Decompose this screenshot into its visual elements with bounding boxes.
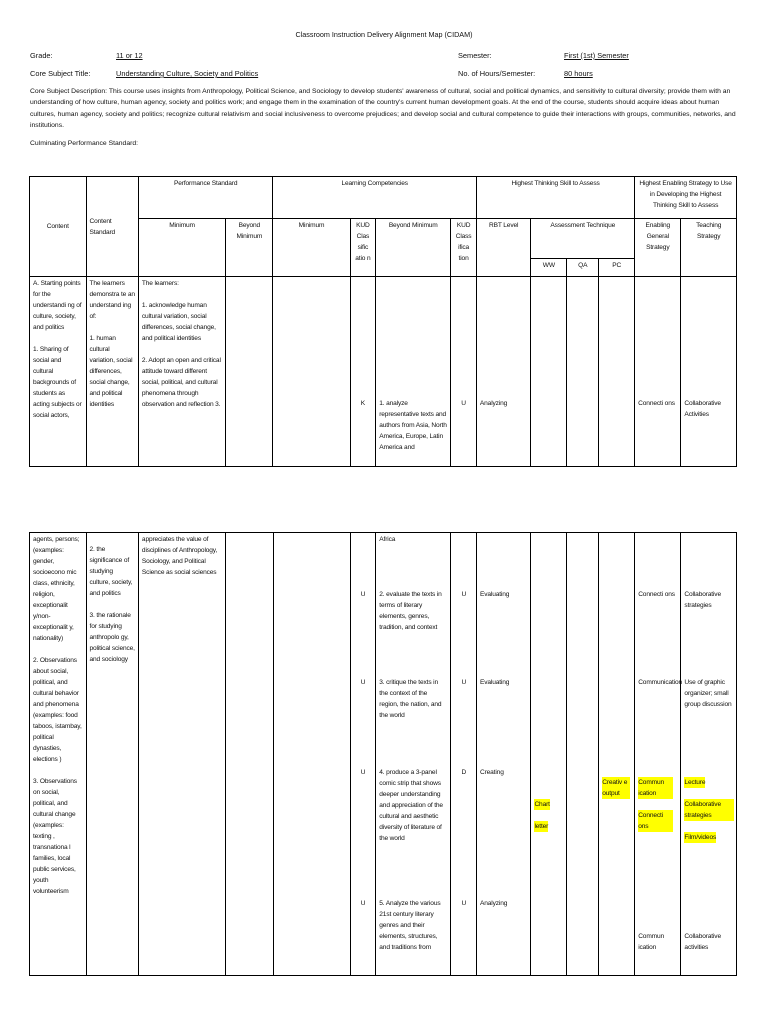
qa-cell	[567, 277, 599, 467]
header-performance-standard: Performance Standard	[138, 177, 273, 219]
lc-row2: 2. evaluate the texts in terms of literary elements, genres, tradition, and context	[379, 591, 442, 631]
lc-minimum-cell-continued	[273, 533, 350, 976]
header-pc: PC	[599, 259, 635, 277]
performance-minimum-cell-continued: appreciates the value of disciplines of Anthropology, Sociology, and Political Science as social sciences	[138, 533, 225, 976]
ww-cell	[531, 277, 567, 467]
header-kud-classification-2: KUD Class ifica tion	[451, 219, 477, 277]
enabling-row4-connections: Connecti ons	[638, 810, 673, 832]
culminating-standard-label: Culminating Performance Standard:	[30, 140, 139, 147]
kud-row5: U	[360, 900, 366, 907]
lc-row5: 5. Analyze the various 21st century literary genres and their elements, structures, and traditions from	[379, 900, 441, 951]
kud-row3: U	[360, 679, 366, 686]
header-lc-minimum: Minimum	[273, 219, 350, 277]
pc-creative-output: Creativ e output	[602, 777, 630, 799]
grade-label: Grade:	[30, 51, 53, 60]
rbt-row4: Creating	[479, 769, 504, 776]
ww-column	[531, 533, 567, 976]
header-lc-beyond-minimum: Beyond Minimum	[376, 219, 451, 277]
header-highest-thinking-skill: Highest Thinking Skill to Assess	[476, 177, 634, 219]
header-kud-classification: KUD Clas sific atio n	[350, 219, 376, 277]
course-description: Core Subject Description: This course uses insights from Anthropology, Political Science, and Sociology to develop students' awareness of cultural, social and political dynamics, and sensitivity to cultural diversity; provide them with an understanding of how culture, human agency, society and politics work; and engage them in the examination of the country's current human development goals. At the end of the course, students should acquire ideas about human cultures, human agency, society and politics; recognize cultural relativism and social inclusiveness to overcome prejudices; and develop social and cultural competence to guide their interactions with groups, communities, networks, and institutions.	[30, 88, 736, 129]
header-teaching-strategy: Teaching Strategy	[681, 219, 737, 277]
header-ps-beyond-minimum: Beyond Minimum	[226, 219, 273, 277]
kud-column	[350, 533, 376, 976]
lc-minimum-cell	[273, 277, 350, 467]
content-cell-continued: agents, persons; (examples: gender, socioecono mic class, ethnicity, religion, exceptionalit y/non-exceptionalit y, nationality) 2. Observations about social, political, and cultural behavior and phenomena (examples: food taboos, istambay, political dynasties, elections ) 3. Observations on social, political, and cultural change (examples: texting , transnationa l families, local public services, youth volunteerism	[30, 533, 87, 976]
kud-row4: U	[360, 769, 366, 776]
content-standard-cell: The learners demonstra te an understand ing of: 1. human cultural variation, social differences, social change, and political identities	[86, 277, 138, 467]
header-learning-competencies: Learning Competencies	[273, 177, 476, 219]
kud2-row4: D	[461, 769, 467, 776]
rbt-cell: Analyzing	[476, 277, 530, 467]
teaching-row4-film: Film/videos	[684, 834, 717, 841]
lc-africa: Africa	[379, 536, 396, 543]
rbt-row5: Analyzing	[479, 900, 508, 907]
enabling-row3: Communication	[638, 679, 683, 686]
teaching-cell: Collaborative Activities	[681, 277, 737, 467]
lc-row3: 3. critique the texts in the context of the region, the nation, and the world	[379, 679, 442, 719]
rbt-row2: Evaluating	[479, 591, 510, 598]
teaching-row3: Use of graphic organizer; small group discussion	[684, 679, 732, 708]
subject-value: Understanding Culture, Society and Politics	[116, 69, 259, 78]
kud-cell: K	[350, 277, 376, 467]
header-rbt-level: RBT Level	[476, 219, 530, 277]
performance-minimum-cell: The learners: 1. acknowledge human cultural variation, social differences, social change, and political identities 2. Adopt an open and critical attitude toward different social, political, and cultural phenomena through observation and reflection 3.	[138, 277, 225, 467]
subject-label: Core Subject Title:	[30, 69, 91, 78]
hours-label: No. of Hours/Semester:	[458, 69, 536, 78]
performance-beyond-cell	[226, 277, 273, 467]
teaching-row2: Collaborative strategies	[684, 591, 721, 609]
content-standard-cell-continued: 2. the significance of studying culture, society, and politics 3. the rationale for studying anthropolo gy, political science, and sociology	[86, 533, 138, 976]
teaching-row5: Collaborative activities	[684, 933, 721, 951]
rbt-row3: Evaluating	[479, 679, 510, 686]
kud-row2: U	[360, 591, 366, 598]
header-qa: QA	[567, 259, 599, 277]
lc-beyond-column	[376, 533, 451, 976]
header-enabling-general-strategy: Enabling General Strategy	[635, 219, 681, 277]
ww-chart: Chart	[534, 801, 550, 808]
semester-label: Semester:	[458, 51, 492, 60]
kud2-row5: U	[461, 900, 467, 907]
cidam-table-page1	[29, 176, 737, 467]
teaching-row4-lecture: Lecture	[684, 779, 706, 786]
enabling-row2: Connecti ons	[638, 591, 675, 598]
kud2-cell: U	[451, 277, 477, 467]
semester-value: First (1st) Semester	[564, 51, 629, 60]
document-title: Classroom Instruction Delivery Alignment Map (CIDAM)	[295, 30, 473, 39]
enabling-row5: Commun ication	[638, 933, 665, 951]
header-highest-enabling-strategy: Highest Enabling Strategy to Use in Developing the Highest Thinking Skill to Assess	[635, 177, 737, 219]
kud2-column	[451, 533, 477, 976]
performance-beyond-cell-continued	[226, 533, 273, 976]
content-cell: A. Starting points for the understandi ng of culture, society, and politics 1. Sharing of social and cultural backgrounds of students as acting subjects or social actors,	[30, 277, 87, 467]
pc-cell	[599, 277, 635, 467]
header-ww: WW	[531, 259, 567, 277]
header-assessment-technique: Assessment Technique	[531, 219, 635, 259]
cidam-table-page2	[29, 532, 737, 976]
grade-value: 11 or 12	[116, 51, 143, 60]
teaching-column	[681, 533, 737, 976]
teaching-row4-collaborative: Collaborative strategies	[684, 799, 734, 821]
pc-column	[599, 533, 635, 976]
header-content: Content	[30, 177, 87, 277]
kud2-row3: U	[461, 679, 467, 686]
rbt-column	[476, 533, 530, 976]
ww-letter: letter	[534, 823, 549, 830]
header-ps-minimum: Minimum	[138, 219, 225, 277]
enabling-row4-communication: Commun ication	[638, 777, 673, 799]
hours-value: 80 hours	[564, 69, 593, 78]
enabling-column	[635, 533, 681, 976]
lc-row4: 4. produce a 3-panel comic strip that shows deeper understanding and appreciation of the cultural and aesthetic diversity of literature of the world	[379, 769, 443, 842]
qa-column	[567, 533, 599, 976]
kud2-row2: U	[461, 591, 467, 598]
enabling-cell: Connecti ons	[635, 277, 681, 467]
lc-beyond-cell: 1. analyze representative texts and authors from Asia, North America, Europe, Latin America and	[376, 277, 451, 467]
header-content-standard: Content Standard	[86, 177, 138, 277]
